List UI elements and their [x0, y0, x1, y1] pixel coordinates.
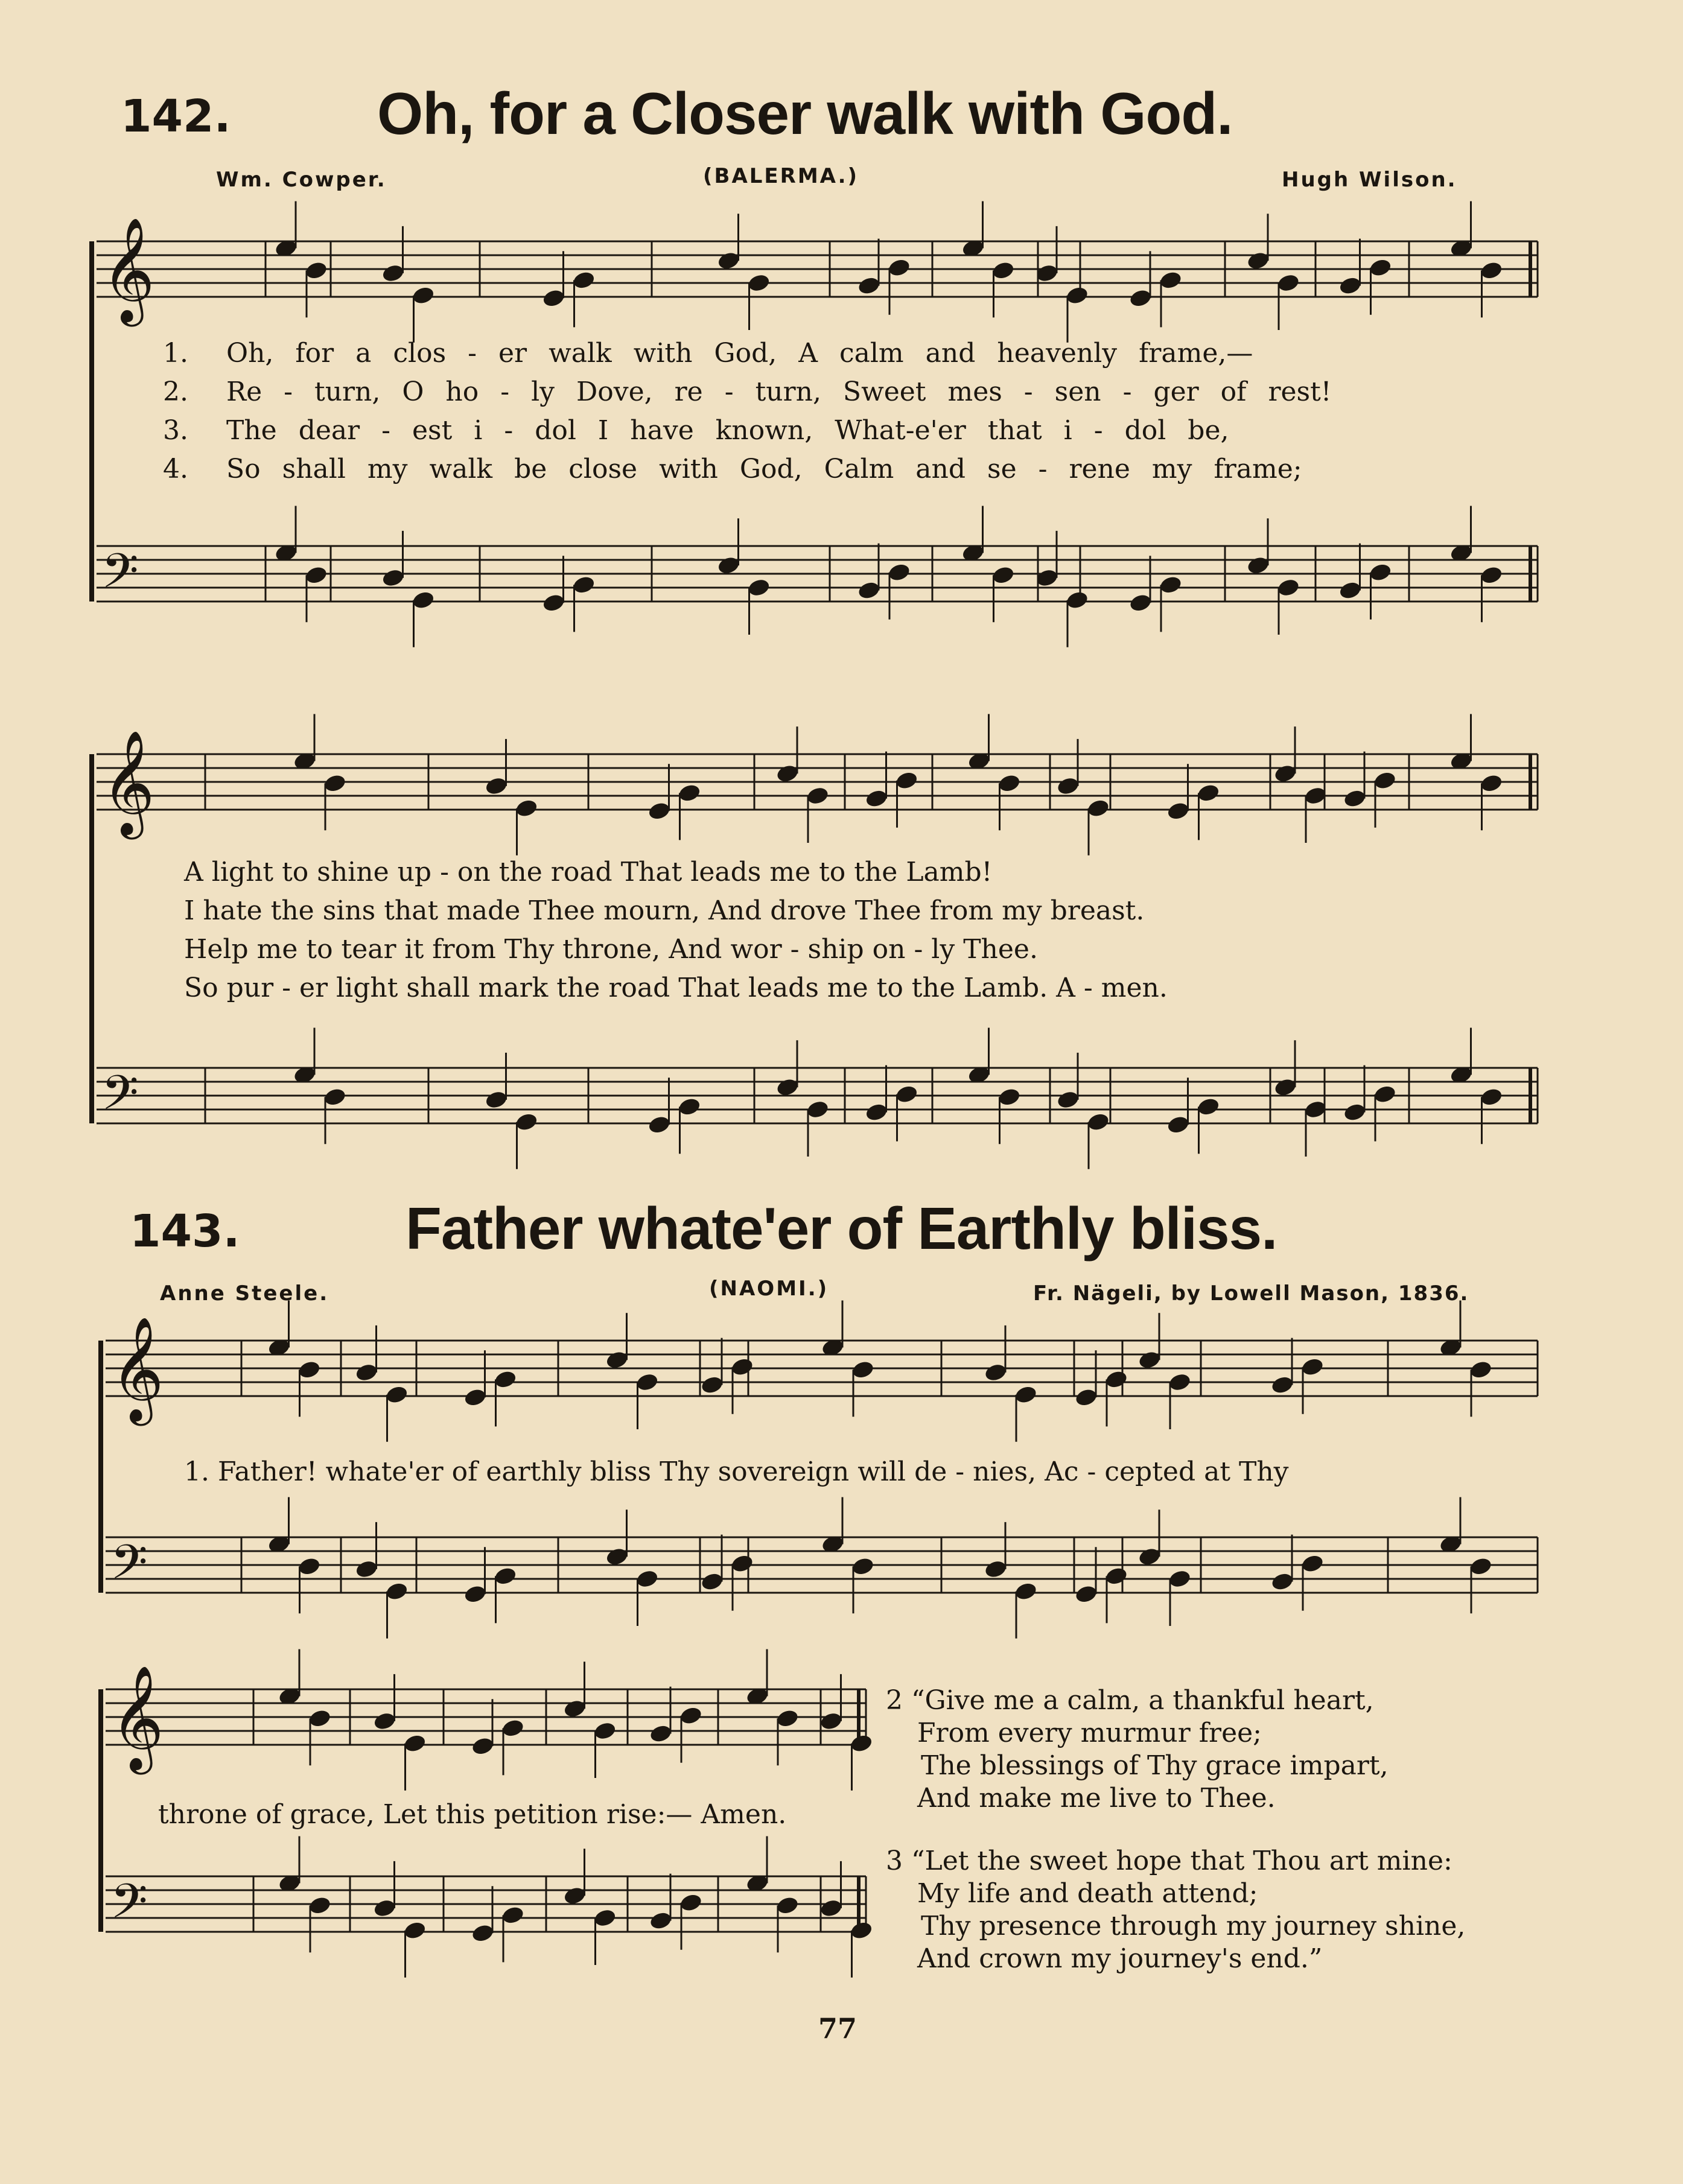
hymn-142-line2-verse4: So pur - er light shall mark the road That leads me to the Lamb. A - men. — [184, 973, 1168, 1003]
h143-s2-treble-note-head — [649, 1724, 673, 1744]
h142-s2-bass-note-head — [514, 1112, 538, 1132]
h142-s1-bass-note-head — [304, 565, 328, 585]
h142-s2-bass-note-head — [647, 1114, 671, 1135]
h143-s2-bass-note-head — [649, 1911, 673, 1931]
h142-s2-bass-note-head — [1056, 1090, 1080, 1110]
h142-s2-treble-note-head — [864, 789, 888, 809]
hymn-142-line2-verse2: I hate the sins that made Thee mourn, And drove Thee from my breast. — [184, 895, 1145, 926]
h142-s2-bass-note-head — [894, 1084, 918, 1105]
h143-s2-treble-note-head — [593, 1721, 617, 1741]
h142-s2-treble-note-head — [1343, 789, 1367, 809]
h142-s1-treble-treble-clef-icon: 𝄞 — [101, 217, 155, 322]
h142-s1-bass-note-head — [857, 580, 881, 601]
h142-s2-bass-note-head — [1343, 1102, 1367, 1123]
h143-s1-treble-note-head — [493, 1369, 517, 1389]
h142-s1-treble-note-head — [1276, 273, 1300, 293]
h142-s1-bass-note-head — [1128, 592, 1153, 613]
h142-s2-bass-note-head — [484, 1090, 508, 1110]
h142-s1-treble-note-head — [1246, 250, 1270, 271]
h143-s1-bass-note-head — [493, 1566, 517, 1586]
h143-s2-treble-note-head — [562, 1698, 587, 1719]
h143-s2-treble-note-head — [819, 1711, 843, 1732]
h142-s2-treble-note-head — [806, 786, 830, 806]
hymn-142-line2-verse1: A light to shine up - on the road That leads me to the Lamb! — [184, 857, 993, 887]
h143-s2-bass-note-head — [372, 1898, 396, 1919]
h143-s1-bass-note-head — [984, 1559, 1008, 1579]
h143-s2-treble-note-head — [679, 1706, 703, 1726]
h143-s2-bass-note-head — [471, 1923, 495, 1943]
h143-s2-bass-note-head — [849, 1920, 873, 1941]
h142-s2-bass-note-head — [806, 1099, 830, 1120]
h143-s1-bass-note-head — [1137, 1546, 1162, 1567]
h143-s1-treble-note-head — [354, 1362, 378, 1383]
h142-s1-bass-note-head — [1276, 577, 1300, 598]
h143-s1-treble-note-head — [1014, 1385, 1038, 1405]
hymn-143-tune: (NAOMI.) — [709, 1277, 829, 1301]
h143-s1-treble-note-head — [1137, 1350, 1162, 1370]
h142-s2-bass-note-head — [323, 1087, 347, 1107]
stanza-2-line-2: From every murmur free; — [917, 1718, 1262, 1748]
h143-s1-treble-note-head — [1270, 1375, 1294, 1395]
h143-s2-treble-note-head — [372, 1711, 396, 1732]
h143-s1-treble-note-head — [1469, 1359, 1493, 1380]
h142-s1-treble-note-head — [1368, 258, 1392, 278]
h143-s2-treble-treble-clef-icon: 𝄞 — [110, 1665, 164, 1770]
h142-s2-treble-note-head — [894, 770, 918, 791]
h142-s2-treble-note-head — [514, 798, 538, 819]
h143-s1-bass-note-head — [463, 1584, 487, 1604]
stanza-3-line-1: 3 “Let the sweet hope that Thou art mine: — [886, 1846, 1452, 1876]
h143-s1-treble-note-head — [297, 1359, 321, 1380]
h142-s2-bass-note-head — [1166, 1114, 1190, 1135]
h142-s2-treble-note-head — [1086, 798, 1110, 819]
h143-s2-bass-note-head — [402, 1920, 427, 1941]
h143-s2-bass-bass-clef-icon: 𝄢 — [110, 1873, 148, 1941]
h142-s2-treble-note-head — [1166, 801, 1190, 821]
h142-s2-treble-note-head — [484, 776, 508, 796]
h143-s1-bass-note-head — [1104, 1566, 1128, 1586]
h142-s1-treble-note-head — [571, 270, 596, 290]
verse-number: 2. — [163, 376, 188, 407]
h143-s1-bass-note-head — [635, 1569, 659, 1589]
h143-s1-treble-treble-clef-icon: 𝄞 — [110, 1316, 164, 1421]
h142-s2-bass-note-head — [1273, 1077, 1297, 1097]
h142-s1-treble-note-head — [887, 258, 911, 278]
verse-2-line-1: Re - turn, O ho - ly Dove, re - turn, Sweet mes - sen - ger of rest! — [226, 376, 1332, 407]
h142-s1-treble-note-head — [1065, 285, 1089, 306]
h142-s2-bass-note-head — [1373, 1084, 1397, 1105]
hymn-143-author: Anne Steele. — [160, 1281, 329, 1306]
h143-s1-treble-note-head — [1104, 1369, 1128, 1389]
h142-s1-treble-note-head — [991, 260, 1015, 281]
h143-s2-bass-note-head — [562, 1885, 587, 1906]
h142-s1-bass-note-head — [381, 568, 405, 588]
h142-s2-treble-note-head — [677, 782, 701, 803]
h142-s1-bass-note-head — [1246, 555, 1270, 576]
hymn-143-composer: Fr. Nägeli, by Lowell Mason, 1836. — [1033, 1281, 1469, 1306]
h142-s2-treble-note-head — [775, 763, 800, 784]
h143-s1-treble-note-head — [700, 1375, 724, 1395]
verse-number: 4. — [163, 454, 188, 484]
hymn-142-tune: (BALERMA.) — [703, 164, 859, 188]
stanza-3-line-3: Thy presence through my journey shine, — [921, 1911, 1466, 1941]
h142-s2-bass-note-head — [864, 1102, 888, 1123]
h142-s1-bass-note-head — [411, 590, 435, 611]
hymn-143-line1: 1. Father! whate'er of earthly bliss Thy sovereign will de - nies, Ac - cepted at Thy — [184, 1456, 1289, 1487]
h142-s2-treble-treble-clef-icon: 𝄞 — [101, 730, 155, 835]
h143-s2-treble-note-head — [849, 1733, 873, 1754]
h142-s1-bass-note-head — [1479, 565, 1503, 585]
h142-s1-bass-bass-clef-icon: 𝄢 — [101, 543, 139, 611]
stanza-2-line-1: 2 “Give me a calm, a thankful heart, — [886, 1685, 1374, 1716]
stanza-3-line-2: My life and death attend; — [917, 1878, 1258, 1909]
h143-s2-bass-note-head — [501, 1905, 525, 1925]
h143-s1-treble-note-head — [984, 1362, 1008, 1383]
h143-s1-treble-note-head — [384, 1385, 409, 1405]
h143-s2-treble-note-head — [308, 1708, 332, 1728]
h143-s1-bass-note-head — [1014, 1581, 1038, 1602]
h142-s1-treble-note-head — [857, 276, 881, 296]
h143-s1-bass-note-head — [1270, 1572, 1294, 1592]
h142-s2-treble-note-head — [1479, 773, 1503, 793]
h142-s2-bass-bass-clef-icon: 𝄢 — [101, 1065, 139, 1132]
h142-s2-treble-note-head — [1273, 763, 1297, 784]
verse-4-line-1: So shall my walk be close with God, Calm and se - rene my frame; — [226, 454, 1302, 484]
h142-s1-bass-note-head — [887, 562, 911, 583]
h143-s1-treble-note-head — [730, 1357, 754, 1377]
h142-s1-treble-note-head — [716, 250, 740, 271]
verse-1-line-1: Oh, for a clos - er walk with God, A calm and heavenly frame,— — [226, 338, 1253, 369]
h142-s1-bass-note-head — [716, 555, 740, 576]
stanza-2-line-4: And make me live to Thee. — [917, 1783, 1276, 1814]
h142-s2-treble-note-head — [1373, 770, 1397, 791]
h142-s1-bass-note-head — [1368, 562, 1392, 583]
h143-s1-bass-note-head — [851, 1556, 875, 1576]
h142-s1-treble-note-head — [541, 288, 565, 308]
stanza-2-line-3: The blessings of Thy grace impart, — [921, 1750, 1389, 1781]
h143-s1-treble-note-head — [635, 1372, 659, 1392]
h142-s1-bass-note-head — [746, 577, 771, 598]
hymn-143-stanza-3 — [886, 1845, 1465, 1975]
hymn-142-line2-verse3: Help me to tear it from Thy throne, And wor - ship on - ly Thee. — [184, 934, 1038, 965]
h143-s1-bass-note-head — [1074, 1584, 1098, 1604]
h143-s2-bass-note-head — [593, 1908, 617, 1928]
h143-s1-bass-note-head — [730, 1554, 754, 1574]
h143-s1-bass-note-head — [384, 1581, 409, 1602]
h142-s1-treble-note-head — [381, 263, 405, 284]
h143-s1-treble-note-head — [1074, 1387, 1098, 1408]
h142-s2-treble-note-head — [1196, 782, 1220, 803]
h142-s2-bass-note-head — [775, 1077, 800, 1097]
verse-3-line-1: The dear - est i - dol I have known, What-e'er that i - dol be, — [226, 415, 1229, 446]
h143-s2-treble-note-head — [501, 1718, 525, 1738]
h142-s2-treble-note-head — [1056, 776, 1080, 796]
h143-s2-treble-note-head — [775, 1708, 800, 1728]
h142-s2-bass-note-head — [1479, 1087, 1503, 1107]
h142-s1-bass-note-head — [1065, 590, 1089, 611]
h142-s2-treble-note-head — [323, 773, 347, 793]
verse-number: 3. — [163, 415, 188, 446]
h143-s1-bass-note-head — [700, 1572, 724, 1592]
hymn-143-number: 143. — [130, 1205, 240, 1257]
verse-number: 1. — [163, 338, 188, 369]
hymn-142-composer: Hugh Wilson. — [1282, 168, 1457, 192]
h143-s1-bass-note-head — [297, 1556, 321, 1576]
h143-s1-bass-note-head — [1469, 1556, 1493, 1576]
h143-s1-bass-note-head — [1300, 1554, 1325, 1574]
h143-s1-bass-bass-clef-icon: 𝄢 — [110, 1534, 148, 1602]
h143-s2-treble-note-head — [402, 1733, 427, 1754]
page-number: 77 — [818, 2012, 857, 2045]
hymn-143-stanza-2 — [886, 1684, 1389, 1815]
h142-s1-treble-note-head — [1159, 270, 1183, 290]
hymn-142-author: Wm. Cowper. — [216, 168, 387, 192]
h142-s1-treble-note-head — [1338, 276, 1362, 296]
h142-s1-bass-note-head — [541, 592, 565, 613]
h142-s1-treble-note-head — [1479, 260, 1503, 281]
h143-s1-bass-note-head — [1168, 1569, 1192, 1589]
h143-s1-treble-note-head — [1300, 1357, 1325, 1377]
h142-s1-treble-note-head — [304, 260, 328, 281]
h143-s1-treble-note-head — [463, 1387, 487, 1408]
hymn-143-title: Father whate'er of Earthly bliss. — [406, 1195, 1277, 1262]
h142-s1-treble-note-head — [746, 273, 771, 293]
h142-s2-treble-note-head — [647, 801, 671, 821]
h142-s1-treble-note-head — [1128, 288, 1153, 308]
stanza-3-line-4: And crown my journey's end.” — [917, 1943, 1323, 1974]
hymn-142-title: Oh, for a Closer walk with God. — [377, 80, 1233, 147]
h142-s2-bass-note-head — [997, 1087, 1021, 1107]
h142-s1-bass-note-head — [991, 565, 1015, 585]
hymn-142-number: 142. — [121, 90, 231, 142]
h143-s1-treble-note-head — [605, 1350, 629, 1370]
h142-s1-bass-note-head — [571, 574, 596, 595]
h143-s1-treble-note-head — [851, 1359, 875, 1380]
h143-s2-bass-note-head — [819, 1898, 843, 1919]
h142-s1-treble-note-head — [411, 285, 435, 306]
h143-s1-bass-note-head — [354, 1559, 378, 1579]
h143-s2-bass-note-head — [775, 1895, 800, 1916]
h143-s2-treble-note-head — [471, 1736, 495, 1756]
h143-s2-bass-note-head — [679, 1893, 703, 1913]
hymn-143-line2: throne of grace, Let this petition rise:— Amen. — [158, 1799, 787, 1830]
h142-s1-bass-note-head — [1338, 580, 1362, 601]
h142-s2-bass-note-head — [677, 1096, 701, 1117]
h143-s1-bass-note-head — [605, 1546, 629, 1567]
h142-s1-bass-note-head — [1159, 574, 1183, 595]
h142-s2-bass-note-head — [1196, 1096, 1220, 1117]
h143-s1-treble-note-head — [1168, 1372, 1192, 1392]
h143-s2-bass-note-head — [308, 1895, 332, 1916]
h142-s2-bass-note-head — [1086, 1112, 1110, 1132]
h142-s2-treble-note-head — [997, 773, 1021, 793]
